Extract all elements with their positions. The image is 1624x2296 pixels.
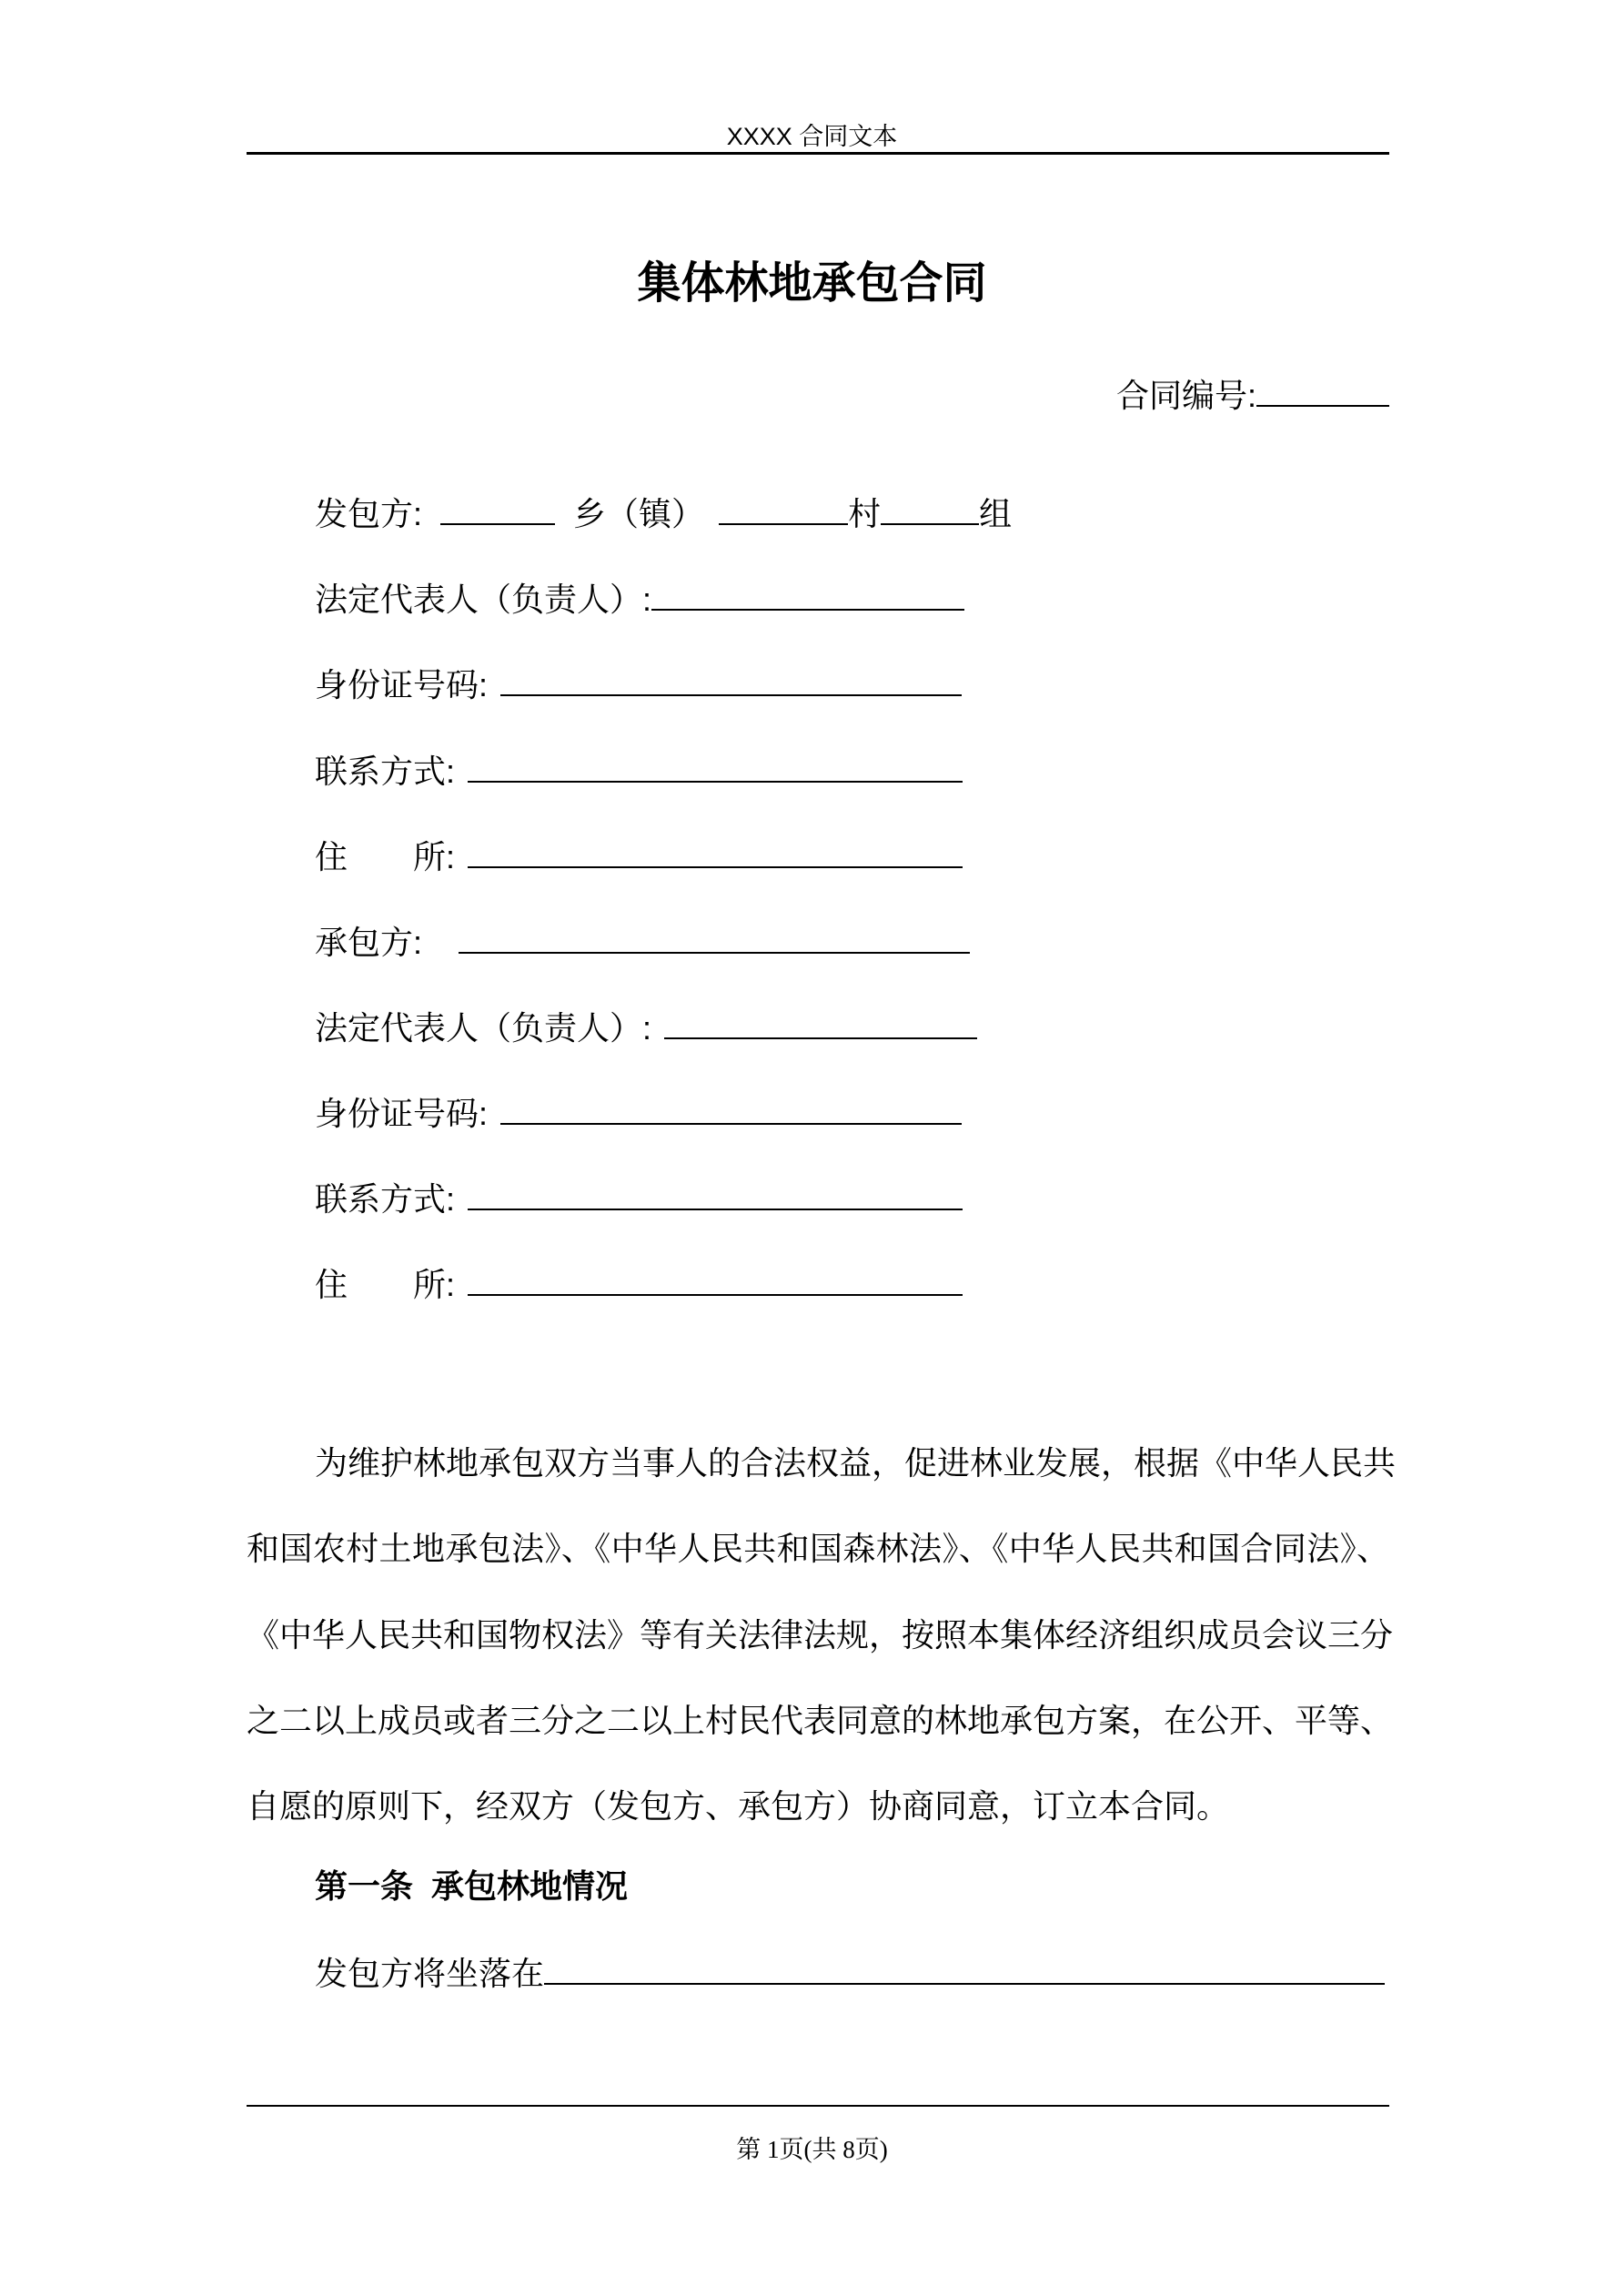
- party-b-contact-label: 联系方式:: [315, 1180, 456, 1218]
- party-a-id-row: [315, 665, 962, 703]
- party-b-id-blank[interactable]: [500, 1094, 962, 1125]
- page-number: 第 1页(共 8页): [736, 2136, 888, 2163]
- contract-number-blank[interactable]: [1256, 376, 1389, 407]
- preamble-line: 和国农村土地承包法》、《中华人民共和国森林法》、《中华人民共和国合同法》、: [247, 1530, 1389, 1567]
- party-b-address-label-1: 住: [315, 1266, 348, 1303]
- party-a-label: 发包方:: [315, 495, 423, 532]
- contract-number-label: 合同编号:: [1115, 377, 1256, 414]
- preamble-line: 自愿的原则下，经双方（发包方、承包方）协商同意，订立本合同。: [247, 1787, 1230, 1825]
- party-b-id-label: 身份证号码:: [315, 1095, 489, 1132]
- page-header: XXXX 合同文本: [726, 123, 898, 150]
- party-a-village-blank[interactable]: [719, 494, 848, 525]
- article-1-text: 发包方将坐落在: [315, 1955, 545, 1992]
- party-a-address-row: [315, 837, 963, 875]
- party-b-rep-label: 法定代表人（负责人）:: [315, 1009, 652, 1047]
- party-a-group-blank[interactable]: [881, 494, 979, 525]
- header-divider: [247, 152, 1389, 155]
- party-b-blank[interactable]: [459, 923, 970, 954]
- party-a-township-blank[interactable]: [440, 494, 555, 525]
- party-b-rep-row: [315, 1008, 977, 1047]
- article-1-location-blank[interactable]: [544, 1954, 1385, 1985]
- preamble-line: 《中华人民共和国物权法》等有关法律法规，按照本集体经济组织成员会议三分: [247, 1616, 1394, 1654]
- party-b-contact-blank[interactable]: [468, 1179, 963, 1210]
- party-a-address-label-2: 所:: [413, 838, 456, 875]
- party-b-id-row: [315, 1094, 962, 1132]
- party-b-row: [315, 923, 970, 961]
- party-a-row: [315, 494, 1012, 532]
- party-b-contact-row: [315, 1179, 963, 1218]
- party-a-id-blank[interactable]: [500, 665, 962, 696]
- party-a-contact-row: [315, 752, 963, 790]
- party-a-id-label: 身份证号码:: [315, 666, 489, 703]
- party-b-address-row: [315, 1265, 963, 1303]
- party-b-address-label-2: 所:: [413, 1266, 456, 1303]
- party-b-rep-blank[interactable]: [664, 1008, 977, 1039]
- party-a-address-blank[interactable]: [468, 837, 963, 868]
- contract-number: [1116, 376, 1389, 414]
- preamble-line: 之二以上成员或者三分之二以上村民代表同意的林地承包方案，在公开、平等、: [247, 1702, 1394, 1739]
- group-label: 组: [979, 495, 1013, 532]
- township-label: 乡（镇）: [573, 495, 705, 532]
- party-b-address-blank[interactable]: [468, 1265, 963, 1296]
- village-label: 村: [848, 495, 882, 532]
- party-a-contact-label: 联系方式:: [315, 753, 456, 790]
- party-a-contact-blank[interactable]: [468, 752, 963, 783]
- article-1-heading: 第一条 承包林地情况: [315, 1867, 629, 1905]
- article-1-text-row: [315, 1954, 1385, 1992]
- preamble-line: 为维护林地承包双方当事人的合法权益，促进林业发展，根据《中华人民共: [315, 1444, 1397, 1482]
- party-a-rep-label: 法定代表人（负责人）:: [315, 581, 652, 618]
- document-title: 集体林地承包合同: [637, 259, 987, 308]
- party-a-address-label-1: 住: [315, 838, 348, 875]
- footer-divider: [247, 2105, 1389, 2107]
- party-a-rep-row: [315, 580, 964, 618]
- party-a-rep-blank[interactable]: [651, 580, 964, 611]
- party-b-label: 承包方:: [315, 924, 423, 961]
